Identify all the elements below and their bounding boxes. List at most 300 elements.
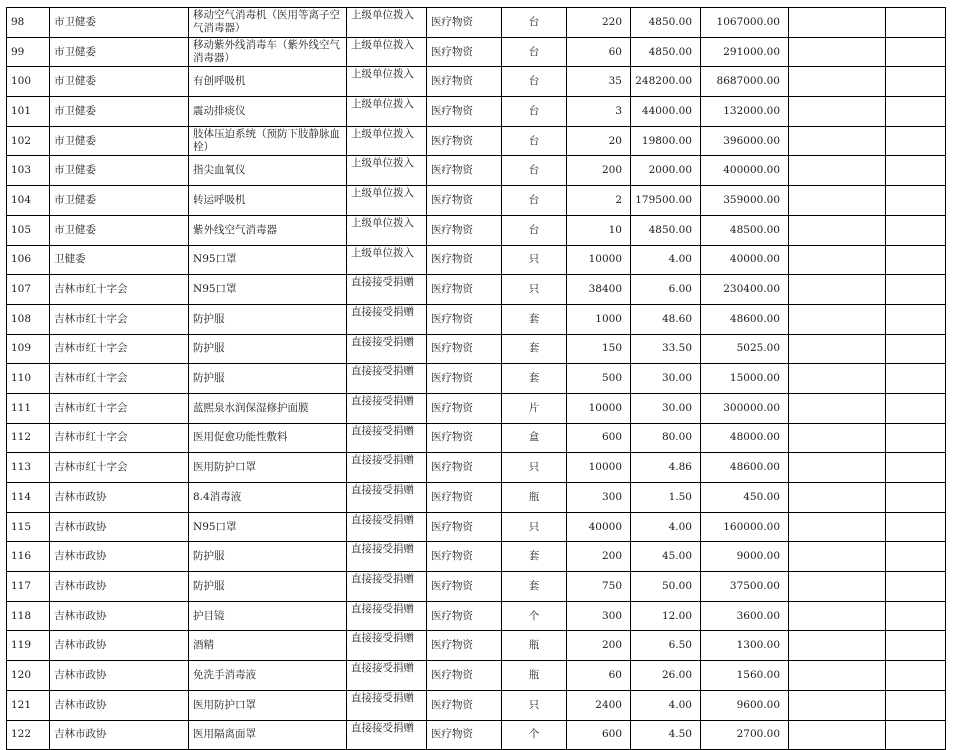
category-cell: 医疗物资: [427, 186, 502, 216]
table-row: [7, 512, 946, 542]
category-cell: 医疗物资: [427, 364, 502, 394]
blank-cell-cell: [789, 631, 886, 661]
source-type-cell: 上级单位拨入: [347, 97, 427, 127]
source-type-cell: 直接接受捐赠: [347, 720, 427, 750]
item-name-cell: 医用防护口罩: [189, 690, 347, 720]
category-cell: 医疗物资: [427, 601, 502, 631]
blank-cell-cell: [886, 156, 946, 186]
quantity-cell: 10000: [567, 245, 631, 275]
row-number-cell: 104: [7, 186, 50, 216]
source-type-cell: 直接接受捐赠: [347, 601, 427, 631]
donor-unit-cell: 吉林市政协: [50, 720, 189, 750]
table-row: [7, 67, 946, 97]
table-row: [7, 37, 946, 67]
item-name-cell: 医用促愈功能性敷料: [189, 423, 347, 453]
source-type-cell: 直接接受捐赠: [347, 393, 427, 423]
category-cell: 医疗物资: [427, 97, 502, 127]
unit-of-measure-cell: 台: [502, 186, 567, 216]
category-cell: 医疗物资: [427, 690, 502, 720]
source-type-cell: 直接接受捐赠: [347, 483, 427, 513]
unit-price-cell: 19800.00: [631, 126, 701, 156]
quantity-cell: 2400: [567, 690, 631, 720]
donor-unit-cell: 吉林市红十字会: [50, 334, 189, 364]
amount-cell: 9000.00: [701, 542, 789, 572]
quantity-cell: 10000: [567, 453, 631, 483]
amount-cell: 9600.00: [701, 690, 789, 720]
blank-cell-cell: [789, 334, 886, 364]
quantity-cell: 200: [567, 156, 631, 186]
item-name-cell: 防护服: [189, 542, 347, 572]
item-name-cell: 蓝熙泉水润保湿修护面膜: [189, 393, 347, 423]
unit-price-cell: 2000.00: [631, 156, 701, 186]
donor-unit-cell: 市卫健委: [50, 126, 189, 156]
donor-unit-cell: 吉林市红十字会: [50, 393, 189, 423]
table-row: [7, 393, 946, 423]
source-type-cell: 直接接受捐赠: [347, 334, 427, 364]
donor-unit-cell: 吉林市红十字会: [50, 275, 189, 305]
category-cell: 医疗物资: [427, 275, 502, 305]
blank-cell-cell: [789, 275, 886, 305]
amount-cell: 1067000.00: [701, 8, 789, 38]
blank-cell-cell: [789, 186, 886, 216]
blank-cell-cell: [886, 275, 946, 305]
amount-cell: 132000.00: [701, 97, 789, 127]
unit-of-measure-cell: 片: [502, 393, 567, 423]
amount-cell: 160000.00: [701, 512, 789, 542]
item-name-cell: 移动空气消毒机（医用等离子空气消毒器）: [189, 8, 347, 38]
source-type-cell: 直接接受捐赠: [347, 690, 427, 720]
row-number-cell: 117: [7, 572, 50, 602]
amount-cell: 291000.00: [701, 37, 789, 67]
amount-cell: 48600.00: [701, 453, 789, 483]
blank-cell-cell: [886, 601, 946, 631]
blank-cell-cell: [886, 334, 946, 364]
quantity-cell: 600: [567, 423, 631, 453]
unit-of-measure-cell: 台: [502, 97, 567, 127]
category-cell: 医疗物资: [427, 126, 502, 156]
row-number-cell: 122: [7, 720, 50, 750]
unit-price-cell: 4.00: [631, 245, 701, 275]
row-number-cell: 103: [7, 156, 50, 186]
donor-unit-cell: 吉林市红十字会: [50, 304, 189, 334]
quantity-cell: 60: [567, 661, 631, 691]
category-cell: 医疗物资: [427, 393, 502, 423]
table-row: [7, 572, 946, 602]
quantity-cell: 200: [567, 631, 631, 661]
amount-cell: 3600.00: [701, 601, 789, 631]
donor-unit-cell: 吉林市政协: [50, 661, 189, 691]
unit-price-cell: 4.00: [631, 690, 701, 720]
donor-unit-cell: 吉林市政协: [50, 690, 189, 720]
row-number-cell: 98: [7, 8, 50, 38]
blank-cell-cell: [886, 690, 946, 720]
table-row: [7, 97, 946, 127]
blank-cell-cell: [789, 364, 886, 394]
donor-unit-cell: 市卫健委: [50, 156, 189, 186]
source-type-cell: 直接接受捐赠: [347, 364, 427, 394]
blank-cell-cell: [789, 67, 886, 97]
unit-of-measure-cell: 瓶: [502, 483, 567, 513]
blank-cell-cell: [886, 67, 946, 97]
row-number-cell: 107: [7, 275, 50, 305]
blank-cell-cell: [886, 661, 946, 691]
amount-cell: 230400.00: [701, 275, 789, 305]
table-row: [7, 661, 946, 691]
unit-price-cell: 4850.00: [631, 8, 701, 38]
amount-cell: 1560.00: [701, 661, 789, 691]
row-number-cell: 116: [7, 542, 50, 572]
unit-price-cell: 45.00: [631, 542, 701, 572]
source-type-cell: 上级单位拨入: [347, 67, 427, 97]
amount-cell: 8687000.00: [701, 67, 789, 97]
unit-of-measure-cell: 套: [502, 334, 567, 364]
unit-price-cell: 4850.00: [631, 215, 701, 245]
quantity-cell: 3: [567, 97, 631, 127]
blank-cell-cell: [789, 97, 886, 127]
blank-cell-cell: [789, 720, 886, 750]
blank-cell-cell: [886, 215, 946, 245]
donor-unit-cell: 吉林市红十字会: [50, 364, 189, 394]
category-cell: 医疗物资: [427, 483, 502, 513]
unit-price-cell: 44000.00: [631, 97, 701, 127]
unit-of-measure-cell: 台: [502, 126, 567, 156]
blank-cell-cell: [789, 215, 886, 245]
table-row: [7, 720, 946, 750]
item-name-cell: 医用防护口罩: [189, 453, 347, 483]
unit-of-measure-cell: 台: [502, 8, 567, 38]
quantity-cell: 1000: [567, 304, 631, 334]
quantity-cell: 750: [567, 572, 631, 602]
row-number-cell: 100: [7, 67, 50, 97]
quantity-cell: 60: [567, 37, 631, 67]
row-number-cell: 119: [7, 631, 50, 661]
blank-cell-cell: [789, 156, 886, 186]
unit-of-measure-cell: 瓶: [502, 631, 567, 661]
amount-cell: 400000.00: [701, 156, 789, 186]
donor-unit-cell: 市卫健委: [50, 186, 189, 216]
unit-price-cell: 33.50: [631, 334, 701, 364]
unit-price-cell: 6.00: [631, 275, 701, 305]
donor-unit-cell: 市卫健委: [50, 8, 189, 38]
row-number-cell: 121: [7, 690, 50, 720]
row-number-cell: 111: [7, 393, 50, 423]
blank-cell-cell: [789, 453, 886, 483]
blank-cell-cell: [789, 423, 886, 453]
item-name-cell: 护目镜: [189, 601, 347, 631]
category-cell: 医疗物资: [427, 37, 502, 67]
unit-price-cell: 1.50: [631, 483, 701, 513]
item-name-cell: N95口罩: [189, 512, 347, 542]
amount-cell: 48600.00: [701, 304, 789, 334]
table-row: [7, 542, 946, 572]
blank-cell-cell: [886, 631, 946, 661]
donor-unit-cell: 吉林市政协: [50, 631, 189, 661]
table-row: [7, 690, 946, 720]
item-name-cell: N95口罩: [189, 275, 347, 305]
donation-materials-table: [6, 7, 946, 750]
category-cell: 医疗物资: [427, 542, 502, 572]
blank-cell-cell: [886, 453, 946, 483]
category-cell: 医疗物资: [427, 8, 502, 38]
table-body: [7, 8, 946, 750]
unit-price-cell: 30.00: [631, 393, 701, 423]
category-cell: 医疗物资: [427, 720, 502, 750]
donor-unit-cell: 吉林市政协: [50, 512, 189, 542]
unit-price-cell: 50.00: [631, 572, 701, 602]
blank-cell-cell: [886, 720, 946, 750]
row-number-cell: 108: [7, 304, 50, 334]
blank-cell-cell: [886, 8, 946, 38]
amount-cell: 48000.00: [701, 423, 789, 453]
source-type-cell: 上级单位拨入: [347, 215, 427, 245]
category-cell: 医疗物资: [427, 245, 502, 275]
unit-of-measure-cell: 只: [502, 690, 567, 720]
item-name-cell: 医用隔离面罩: [189, 720, 347, 750]
unit-of-measure-cell: 套: [502, 304, 567, 334]
blank-cell-cell: [886, 483, 946, 513]
unit-of-measure-cell: 台: [502, 67, 567, 97]
donor-unit-cell: 卫健委: [50, 245, 189, 275]
unit-price-cell: 12.00: [631, 601, 701, 631]
blank-cell-cell: [886, 512, 946, 542]
unit-of-measure-cell: 套: [502, 364, 567, 394]
category-cell: 医疗物资: [427, 512, 502, 542]
amount-cell: 37500.00: [701, 572, 789, 602]
blank-cell-cell: [886, 245, 946, 275]
amount-cell: 396000.00: [701, 126, 789, 156]
item-name-cell: 紫外线空气消毒器: [189, 215, 347, 245]
category-cell: 医疗物资: [427, 661, 502, 691]
category-cell: 医疗物资: [427, 423, 502, 453]
source-type-cell: 直接接受捐赠: [347, 453, 427, 483]
blank-cell-cell: [886, 126, 946, 156]
row-number-cell: 105: [7, 215, 50, 245]
quantity-cell: 600: [567, 720, 631, 750]
blank-cell-cell: [886, 97, 946, 127]
source-type-cell: 直接接受捐赠: [347, 631, 427, 661]
table-row: [7, 8, 946, 38]
table-row: [7, 304, 946, 334]
donor-unit-cell: 市卫健委: [50, 37, 189, 67]
category-cell: 医疗物资: [427, 631, 502, 661]
item-name-cell: 转运呼吸机: [189, 186, 347, 216]
unit-price-cell: 30.00: [631, 364, 701, 394]
unit-of-measure-cell: 台: [502, 215, 567, 245]
item-name-cell: 防护服: [189, 334, 347, 364]
source-type-cell: 上级单位拨入: [347, 186, 427, 216]
source-type-cell: 上级单位拨入: [347, 245, 427, 275]
category-cell: 医疗物资: [427, 572, 502, 602]
row-number-cell: 99: [7, 37, 50, 67]
row-number-cell: 114: [7, 483, 50, 513]
table-row: [7, 156, 946, 186]
table-row: [7, 364, 946, 394]
unit-price-cell: 80.00: [631, 423, 701, 453]
row-number-cell: 120: [7, 661, 50, 691]
quantity-cell: 300: [567, 601, 631, 631]
quantity-cell: 220: [567, 8, 631, 38]
blank-cell-cell: [789, 601, 886, 631]
unit-of-measure-cell: 只: [502, 275, 567, 305]
table-row: [7, 483, 946, 513]
unit-of-measure-cell: 只: [502, 245, 567, 275]
item-name-cell: 免洗手消毒液: [189, 661, 347, 691]
table-row: [7, 215, 946, 245]
quantity-cell: 500: [567, 364, 631, 394]
item-name-cell: N95口罩: [189, 245, 347, 275]
source-type-cell: 直接接受捐赠: [347, 304, 427, 334]
blank-cell-cell: [886, 37, 946, 67]
donor-unit-cell: 吉林市红十字会: [50, 453, 189, 483]
donor-unit-cell: 市卫健委: [50, 97, 189, 127]
category-cell: 医疗物资: [427, 334, 502, 364]
quantity-cell: 300: [567, 483, 631, 513]
table-row: [7, 453, 946, 483]
amount-cell: 300000.00: [701, 393, 789, 423]
blank-cell-cell: [789, 37, 886, 67]
unit-of-measure-cell: 套: [502, 542, 567, 572]
unit-of-measure-cell: 个: [502, 720, 567, 750]
blank-cell-cell: [886, 393, 946, 423]
item-name-cell: 有创呼吸机: [189, 67, 347, 97]
table-row: [7, 423, 946, 453]
source-type-cell: 上级单位拨入: [347, 37, 427, 67]
unit-of-measure-cell: 瓶: [502, 661, 567, 691]
blank-cell-cell: [789, 393, 886, 423]
table-row: [7, 631, 946, 661]
quantity-cell: 10: [567, 215, 631, 245]
row-number-cell: 106: [7, 245, 50, 275]
quantity-cell: 20: [567, 126, 631, 156]
blank-cell-cell: [886, 304, 946, 334]
amount-cell: 450.00: [701, 483, 789, 513]
quantity-cell: 200: [567, 542, 631, 572]
blank-cell-cell: [789, 245, 886, 275]
amount-cell: 359000.00: [701, 186, 789, 216]
quantity-cell: 2: [567, 186, 631, 216]
unit-of-measure-cell: 套: [502, 572, 567, 602]
source-type-cell: 上级单位拨入: [347, 126, 427, 156]
blank-cell-cell: [789, 661, 886, 691]
quantity-cell: 10000: [567, 393, 631, 423]
unit-of-measure-cell: 盒: [502, 423, 567, 453]
donor-unit-cell: 吉林市红十字会: [50, 423, 189, 453]
amount-cell: 48500.00: [701, 215, 789, 245]
table-row: [7, 601, 946, 631]
row-number-cell: 112: [7, 423, 50, 453]
unit-price-cell: 26.00: [631, 661, 701, 691]
category-cell: 医疗物资: [427, 453, 502, 483]
blank-cell-cell: [789, 542, 886, 572]
table-row: [7, 126, 946, 156]
amount-cell: 15000.00: [701, 364, 789, 394]
unit-of-measure-cell: 个: [502, 601, 567, 631]
unit-price-cell: 48.60: [631, 304, 701, 334]
quantity-cell: 40000: [567, 512, 631, 542]
amount-cell: 40000.00: [701, 245, 789, 275]
source-type-cell: 上级单位拨入: [347, 156, 427, 186]
donor-unit-cell: 市卫健委: [50, 215, 189, 245]
table-row: [7, 245, 946, 275]
blank-cell-cell: [789, 690, 886, 720]
quantity-cell: 35: [567, 67, 631, 97]
row-number-cell: 101: [7, 97, 50, 127]
blank-cell-cell: [789, 8, 886, 38]
table-row: [7, 334, 946, 364]
row-number-cell: 110: [7, 364, 50, 394]
item-name-cell: 8.4消毒液: [189, 483, 347, 513]
row-number-cell: 115: [7, 512, 50, 542]
unit-price-cell: 4850.00: [631, 37, 701, 67]
item-name-cell: 防护服: [189, 364, 347, 394]
blank-cell-cell: [886, 572, 946, 602]
item-name-cell: 移动紫外线消毒车（紫外线空气消毒器）: [189, 37, 347, 67]
blank-cell-cell: [886, 542, 946, 572]
item-name-cell: 酒精: [189, 631, 347, 661]
blank-cell-cell: [886, 186, 946, 216]
unit-of-measure-cell: 台: [502, 156, 567, 186]
blank-cell-cell: [789, 512, 886, 542]
unit-price-cell: 4.00: [631, 512, 701, 542]
row-number-cell: 113: [7, 453, 50, 483]
item-name-cell: 震动排痰仪: [189, 97, 347, 127]
unit-of-measure-cell: 台: [502, 37, 567, 67]
blank-cell-cell: [789, 483, 886, 513]
blank-cell-cell: [789, 126, 886, 156]
category-cell: 医疗物资: [427, 67, 502, 97]
source-type-cell: 上级单位拨入: [347, 8, 427, 38]
donor-unit-cell: 吉林市政协: [50, 572, 189, 602]
blank-cell-cell: [789, 304, 886, 334]
unit-of-measure-cell: 只: [502, 512, 567, 542]
source-type-cell: 直接接受捐赠: [347, 572, 427, 602]
blank-cell-cell: [886, 423, 946, 453]
category-cell: 医疗物资: [427, 304, 502, 334]
item-name-cell: 防护服: [189, 572, 347, 602]
source-type-cell: 直接接受捐赠: [347, 512, 427, 542]
quantity-cell: 38400: [567, 275, 631, 305]
source-type-cell: 直接接受捐赠: [347, 661, 427, 691]
amount-cell: 5025.00: [701, 334, 789, 364]
unit-price-cell: 179500.00: [631, 186, 701, 216]
source-type-cell: 直接接受捐赠: [347, 275, 427, 305]
donor-unit-cell: 吉林市政协: [50, 483, 189, 513]
unit-price-cell: 248200.00: [631, 67, 701, 97]
blank-cell-cell: [886, 364, 946, 394]
quantity-cell: 150: [567, 334, 631, 364]
unit-price-cell: 4.86: [631, 453, 701, 483]
donor-unit-cell: 市卫健委: [50, 67, 189, 97]
unit-price-cell: 6.50: [631, 631, 701, 661]
table-row: [7, 186, 946, 216]
amount-cell: 1300.00: [701, 631, 789, 661]
donor-unit-cell: 吉林市政协: [50, 542, 189, 572]
table-row: [7, 275, 946, 305]
source-type-cell: 直接接受捐赠: [347, 423, 427, 453]
blank-cell-cell: [789, 572, 886, 602]
category-cell: 医疗物资: [427, 156, 502, 186]
row-number-cell: 102: [7, 126, 50, 156]
row-number-cell: 109: [7, 334, 50, 364]
amount-cell: 2700.00: [701, 720, 789, 750]
item-name-cell: 指尖血氧仪: [189, 156, 347, 186]
item-name-cell: 防护服: [189, 304, 347, 334]
unit-of-measure-cell: 只: [502, 453, 567, 483]
row-number-cell: 118: [7, 601, 50, 631]
source-type-cell: 直接接受捐赠: [347, 542, 427, 572]
item-name-cell: 肢体压迫系统（预防下肢静脉血栓）: [189, 126, 347, 156]
unit-price-cell: 4.50: [631, 720, 701, 750]
